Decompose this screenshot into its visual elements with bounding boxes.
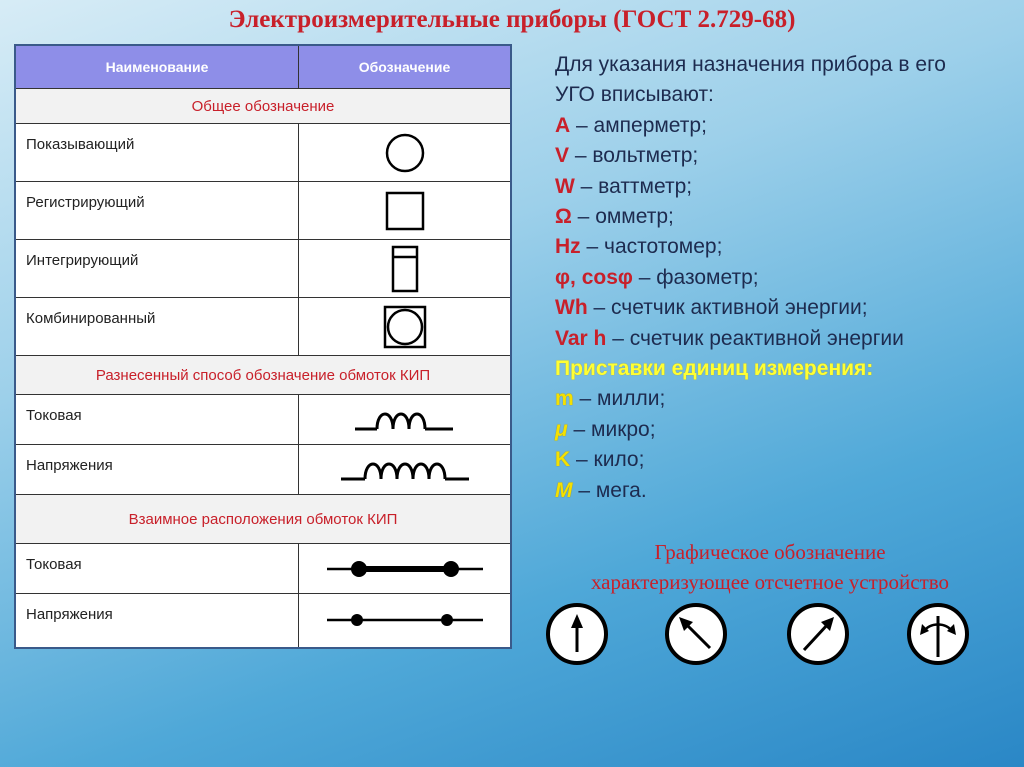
arrow-up-right-dial-icon bbox=[786, 602, 850, 666]
table-row bbox=[15, 298, 511, 356]
table-row bbox=[15, 594, 511, 648]
arrow-up-dial-icon bbox=[545, 602, 609, 666]
section-row bbox=[15, 89, 511, 124]
dial-caption-line1: Графическое обозначение bbox=[654, 540, 886, 564]
legend-item: Wh – счетчик активной энергии; bbox=[555, 296, 868, 320]
page-title: Электроизмерительные приборы (ГОСТ 2.729-68) bbox=[228, 6, 796, 33]
circle-in-square-icon bbox=[381, 303, 429, 351]
section-mutual-label: Взаимное расположения обмоток КИП bbox=[15, 495, 511, 544]
prefix-item: m – милли; bbox=[555, 387, 666, 411]
thick-line-dots-icon bbox=[325, 557, 485, 581]
row-name: Показывающий bbox=[15, 124, 299, 182]
section-separate-label: Разнесенный способ обозначение обмоток КИП bbox=[15, 356, 511, 395]
legend-item: Ω – омметр; bbox=[555, 205, 674, 229]
row-name: Напряжения bbox=[15, 594, 299, 648]
table-row bbox=[15, 240, 511, 298]
dial-caption-line2: характеризующее отсчетное устройство bbox=[590, 570, 950, 594]
table-row bbox=[15, 445, 511, 495]
legend-item: W – ваттметр; bbox=[555, 174, 693, 198]
section-general-label: Общее обозначение bbox=[15, 89, 511, 124]
prefix-item: K – кило; bbox=[555, 448, 645, 472]
legend-item: Var h – счетчик реактивной энергии bbox=[555, 326, 904, 350]
prefix-item: μ – микро; bbox=[555, 417, 656, 441]
row-name: Токовая bbox=[15, 395, 299, 445]
legend-item: V – вольтметр; bbox=[555, 144, 699, 168]
table-row bbox=[15, 182, 511, 240]
dial-row bbox=[540, 600, 980, 670]
row-name: Токовая bbox=[15, 544, 299, 594]
row-name: Интегрирующий bbox=[15, 240, 299, 298]
legend-intro: УГО вписывают: bbox=[555, 83, 714, 107]
square-icon bbox=[383, 189, 427, 233]
prefix-heading: Приставки единиц измерения: bbox=[555, 357, 874, 381]
prefix-item: M – мега. bbox=[555, 478, 647, 502]
circle-icon bbox=[383, 131, 427, 175]
legend-intro: Для указания назначения прибора в его bbox=[555, 53, 946, 76]
legend-item: φ, cosφ – фазометр; bbox=[555, 265, 759, 289]
table-row bbox=[15, 544, 511, 594]
thin-line-dots-icon bbox=[325, 608, 485, 632]
legend-item: A – амперметр; bbox=[555, 113, 707, 137]
section-row bbox=[15, 356, 511, 395]
current-coil-icon bbox=[345, 403, 465, 437]
double-arrow-dial-icon bbox=[906, 602, 970, 666]
legend-item: Hz – частотомер; bbox=[555, 235, 723, 259]
column-header-symbol: Обозначение bbox=[299, 45, 512, 89]
column-header-name: Наименование bbox=[15, 45, 299, 89]
table-row bbox=[15, 124, 511, 182]
voltage-coil-icon bbox=[335, 453, 475, 487]
integrating-rect-icon bbox=[390, 244, 420, 294]
symbols-table bbox=[14, 44, 512, 649]
arrow-up-left-dial-icon bbox=[664, 602, 728, 666]
row-name: Регистрирующий bbox=[15, 182, 299, 240]
row-name: Комбинированный bbox=[15, 298, 299, 356]
legend-panel bbox=[555, 50, 1015, 506]
table-header bbox=[15, 45, 511, 89]
table-row bbox=[15, 395, 511, 445]
section-row bbox=[15, 495, 511, 544]
row-name: Напряжения bbox=[15, 445, 299, 495]
